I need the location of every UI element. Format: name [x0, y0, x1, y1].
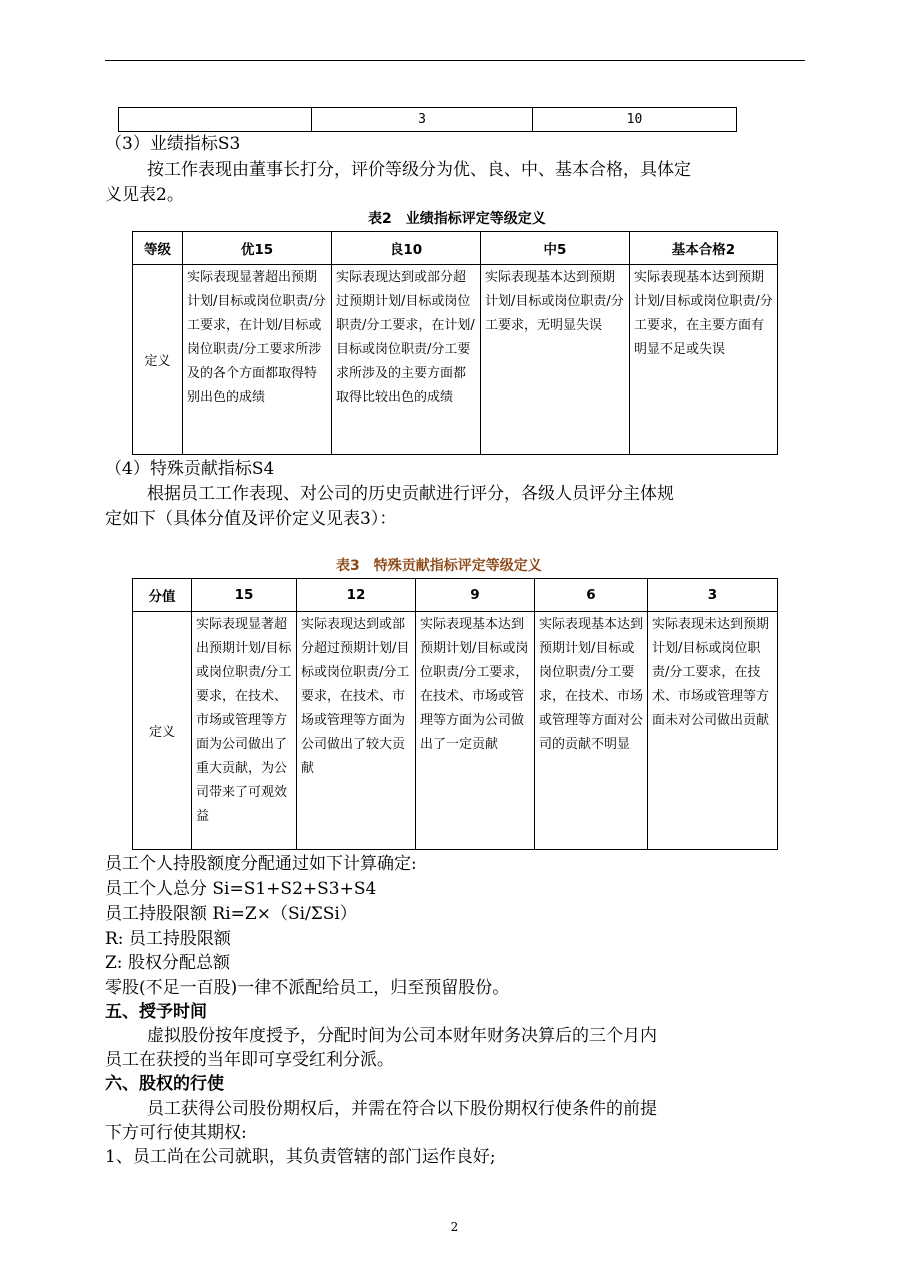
table-header-cell: 分值: [133, 579, 192, 612]
section-3-heading: （3）业绩指标S3: [105, 134, 241, 154]
section-6-item-1: 1、员工尚在公司就职，其负责管辖的部门运作良好;: [105, 1147, 496, 1167]
table-cell: 实际表现未达到预期计划/目标或岗位职责/分工要求，在技术、市场或管理等方面未对公司做出贡献: [648, 612, 778, 850]
table-2-caption: 表2 业绩指标评定等级定义: [368, 211, 546, 227]
formula-total-score: 员工个人总分 Si=S1+S2+S3+S4: [105, 879, 377, 899]
section-4-paragraph-line2: 定如下（具体分值及评价定义见表3）：: [105, 509, 397, 529]
table-3-caption: 表3 特殊贡献指标评定等级定义: [336, 558, 542, 574]
odd-lot-rule: 零股(不足一百股)一律不派配给员工，归至预留股份。: [105, 978, 510, 998]
table-header-cell: 基本合格2: [630, 232, 778, 265]
table-header-cell: 15: [192, 579, 297, 612]
table-header-cell: 12: [297, 579, 416, 612]
section-4-paragraph-line1: 根据员工工作表现、对公司的历史贡献进行评分，各级人员评分主体规: [147, 484, 674, 504]
table-header-cell: 9: [416, 579, 535, 612]
section-3-paragraph-line2: 义见表2。: [105, 185, 184, 205]
page-number: 2: [450, 1220, 459, 1234]
table-row: [119, 108, 737, 132]
table-cell: 实际表现基本达到预期计划/目标或岗位职责/分工要求，在技术、市场或管理等方面为公司做出了一定贡献: [416, 612, 535, 850]
table-cell: 实际表现基本达到预期计划/目标或岗位职责/分工要求，在主要方面有明显不足或失误: [630, 265, 778, 455]
table-row: [133, 265, 778, 455]
table-cell: 3: [312, 108, 533, 132]
formula-r-definition: R: 员工持股限额: [105, 929, 231, 949]
section-6-paragraph-line1: 员工获得公司股份期权后，并需在符合以下股份期权行使条件的前提: [147, 1099, 657, 1119]
table-cell: 实际表现显著超出预期计划/目标或岗位职责/分工要求，在计划/目标或岗位职责/分工要求所涉及的各个方面都取得特别出色的成绩: [183, 265, 332, 455]
table-header-cell: 6: [535, 579, 648, 612]
table-cell: [119, 108, 312, 132]
row-label: 定义: [133, 265, 183, 455]
table-cell: 实际表现达到或部分超过预期计划/目标或岗位职责/分工要求，在技术、市场或管理等方面为公司做出了较大贡献: [297, 612, 416, 850]
table-3: [132, 578, 778, 850]
section-6-heading: 六、股权的行使: [105, 1074, 224, 1094]
table-2: [132, 231, 778, 455]
table-cell: 实际表现基本达到预期计划/目标或岗位职责/分工要求，在技术、市场或管理等方面对公司的贡献不明显: [535, 612, 648, 850]
formula-z-definition: Z: 股权分配总额: [105, 953, 230, 973]
table-cell: 10: [533, 108, 737, 132]
header-rule: [105, 60, 805, 61]
section-5-heading: 五、授予时间: [105, 1002, 207, 1022]
table-row: [133, 612, 778, 850]
table-header-cell: 优15: [183, 232, 332, 265]
formula-share-limit: 员工持股限额 Ri=Z×（Si/ΣSi）: [105, 904, 357, 924]
table-cell: 实际表现基本达到预期计划/目标或岗位职责/分工要求，无明显失误: [481, 265, 630, 455]
table-header-cell: 中5: [481, 232, 630, 265]
table-header-cell: 3: [648, 579, 778, 612]
table-header-cell: 等级: [133, 232, 183, 265]
section-4-heading: （4）特殊贡献指标S4: [105, 459, 275, 479]
table-cell: 实际表现显著超出预期计划/目标或岗位职责/分工要求，在技术、市场或管理等方面为公司做出了重大贡献，为公司带来了可观效益: [192, 612, 297, 850]
table-header-cell: 良10: [332, 232, 481, 265]
section-5-paragraph-line1: 虚拟股份按年度授予，分配时间为公司本财年财务决算后的三个月内: [147, 1026, 657, 1046]
table-header-row: [133, 232, 778, 265]
table-header-row: [133, 579, 778, 612]
formula-intro: 员工个人持股额度分配通过如下计算确定:: [105, 854, 417, 874]
section-5-paragraph-line2: 员工在获授的当年即可享受红利分派。: [105, 1050, 394, 1070]
row-label: 定义: [133, 612, 192, 850]
table-cell: 实际表现达到或部分超过预期计划/目标或岗位职责/分工要求，在计划/目标或岗位职责/分工要求所涉及的主要方面都取得比较出色的成绩: [332, 265, 481, 455]
top-table-fragment: [118, 107, 737, 132]
section-6-paragraph-line2: 下方可行使其期权:: [105, 1123, 247, 1143]
section-3-paragraph-line1: 按工作表现由董事长打分，评价等级分为优、良、中、基本合格，具体定: [147, 160, 691, 180]
